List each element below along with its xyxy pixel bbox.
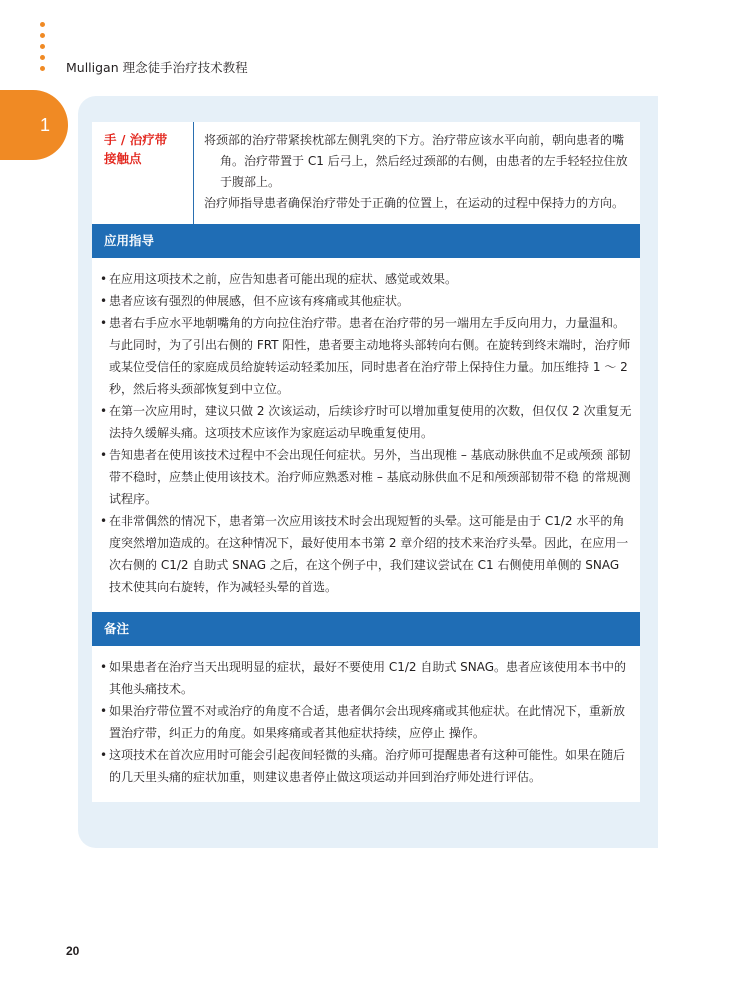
list-item: • 如果患者在治疗当天出现明显的症状，最好不要使用 C1/2 自助式 SNAG。患者应该使用本书中的其他头痛技术。	[100, 656, 632, 700]
list-item: • 这项技术在首次应用时可能会引起夜间轻微的头痛。治疗师可提醒患者有这种可能性。如果在随后的几天里头痛的症状加重，则建议患者停止做这项运动并回到治疗师处进行评估。	[100, 744, 632, 788]
bullet: •	[100, 448, 108, 462]
list-item: • 告知患者在使用该技术过程中不会出现任何症状。另外，当出现椎 – 基底动脉供血不足或颅颈 部韧带不稳时，应禁止使用该技术。治疗师应熟悉对椎 – 基底动脉供血不足和颅颈部韧带不稳 的常规测试程序。	[100, 444, 632, 510]
list-item: • 患者应该有强烈的伸展感，但不应该有疼痛或其他症状。	[100, 290, 632, 312]
bullet: •	[100, 294, 108, 308]
decorative-dots	[40, 22, 46, 77]
list-item: • 患者右手应水平地朝嘴角的方向拉住治疗带。患者在治疗带的另一端用左手反向用力，力量温和。与此同时，为了引出右侧的 FRT 阳性，患者要主动地将头部转向右侧。在旋转到终末端时，治疗师或某位受信任的家庭成员给旋转运动轻柔加压，同时患者在治疗带上保持住力量。加压维持 1 ～ 2 秒，然后将头颈部恢复到中立位。	[100, 312, 632, 400]
bullet: •	[100, 704, 108, 718]
page-number: 20	[66, 944, 80, 958]
list-item: • 在非常偶然的情况下，患者第一次应用该技术时会出现短暂的头晕。这可能是由于 C1/2 水平的角度突然增加造成的。在这种情况下，最好使用本书第 2 章介绍的技术来治疗头晕。因此，在应用一次右侧的 C1/2 自助式 SNAG 之后，在这个例子中，我们建议尝试在 C1 右侧使用单侧的 SNAG 技术使其向右旋转，作为减轻头晕的首选。	[100, 510, 632, 598]
bullet: •	[100, 404, 108, 418]
list-item: • 在第一次应用时，建议只做 2 次该运动，后续诊疗时可以增加重复使用的次数，但仅仅 2 次重复无法持久缓解头痛。这项技术应该作为家庭运动早晚重复使用。	[100, 400, 632, 444]
guidance-list	[92, 258, 640, 612]
contact-paragraph-1: 将颈部的治疗带紧挨枕部左侧乳突的下方。治疗带应该水平向前，朝向患者的嘴角。治疗带置于 C1 后弓上，然后经过颈部的右侧，由患者的左手轻轻拉住放于腹部上。	[204, 133, 628, 189]
contact-label-line2: 接触点	[104, 151, 142, 166]
notes-heading: 备注	[92, 612, 640, 646]
technique-card	[92, 122, 640, 802]
notes-list	[92, 646, 640, 802]
contact-body	[194, 122, 640, 224]
bullet: •	[100, 660, 108, 674]
bullet: •	[100, 272, 108, 286]
chapter-tab: 1	[0, 90, 68, 160]
list-item: • 如果治疗带位置不对或治疗的角度不合适，患者偶尔会出现疼痛或其他症状。在此情况下，重新放置治疗带，纠正力的角度。如果疼痛或者其他症状持续，应停止 操作。	[100, 700, 632, 744]
contact-label	[92, 122, 194, 224]
bullet: •	[100, 316, 108, 330]
guidance-heading: 应用指导	[92, 224, 640, 258]
contact-paragraph-2: 治疗师指导患者确保治疗带处于正确的位置上，在运动的过程中保持力的方向。	[204, 196, 625, 210]
bullet: •	[100, 748, 108, 762]
contact-label-line1: 手 / 治疗带	[104, 132, 168, 147]
list-item: • 在应用这项技术之前，应告知患者可能出现的症状、感觉或效果。	[100, 268, 632, 290]
book-title: Mulligan 理念徒手治疗技术教程	[66, 60, 248, 75]
contact-section	[92, 122, 640, 224]
bullet: •	[100, 514, 108, 528]
